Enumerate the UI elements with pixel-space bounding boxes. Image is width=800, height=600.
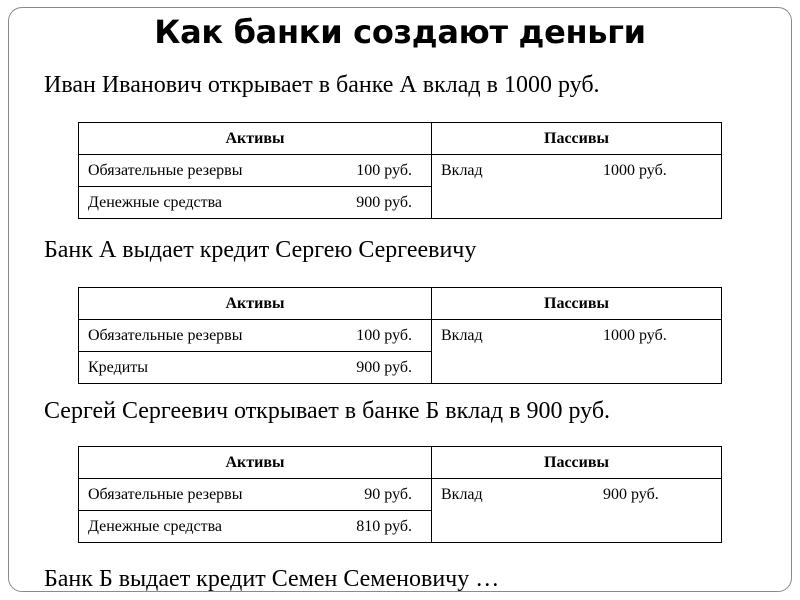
- assets-header: Активы: [79, 288, 432, 320]
- liability-name: Вклад: [441, 486, 483, 503]
- asset-value: 810 руб.: [356, 517, 412, 535]
- assets-header: Активы: [79, 123, 432, 155]
- asset-row: [79, 479, 432, 511]
- asset-name: Денежные средства: [88, 193, 223, 211]
- liability-cell: [432, 155, 722, 219]
- asset-value: 100 руб.: [356, 161, 412, 179]
- step-4-text: Банк Б выдает кредит Семен Семеновичу …: [44, 566, 500, 592]
- liability-name: Вклад: [441, 162, 483, 179]
- liabilities-header: Пассивы: [432, 447, 722, 479]
- liability-cell: [432, 320, 722, 384]
- assets-header: Активы: [79, 447, 432, 479]
- liability-cell: [432, 479, 722, 543]
- liability-value: 1000 руб.: [603, 162, 667, 179]
- liability-name: Вклад: [441, 327, 483, 344]
- asset-value: 90 руб.: [364, 485, 412, 503]
- asset-name: Денежные средства: [88, 517, 223, 535]
- asset-row: [79, 155, 432, 187]
- asset-name: Обязательные резервы: [88, 485, 243, 503]
- step-1-text: Иван Иванович открывает в банке А вклад в 1000 руб.: [44, 72, 600, 98]
- asset-row: [79, 320, 432, 352]
- asset-row: [79, 511, 432, 543]
- asset-name: Кредиты: [88, 358, 149, 376]
- asset-name: Обязательные резервы: [88, 326, 243, 344]
- slide-title: Как банки создают деньги: [154, 13, 646, 51]
- asset-value: 100 руб.: [356, 326, 412, 344]
- balance-table-bank-a-2: [78, 287, 722, 384]
- step-2-text: Банк А выдает кредит Сергею Сергеевичу: [44, 237, 477, 263]
- liability-value: 900 руб.: [603, 486, 659, 503]
- asset-row: [79, 187, 432, 219]
- asset-value: 900 руб.: [356, 358, 412, 376]
- asset-row: [79, 352, 432, 384]
- step-3-text: Сергей Сергеевич открывает в банке Б вклад в 900 руб.: [44, 398, 611, 424]
- liabilities-header: Пассивы: [432, 123, 722, 155]
- liabilities-header: Пассивы: [432, 288, 722, 320]
- asset-value: 900 руб.: [356, 193, 412, 211]
- balance-table-bank-b: [78, 446, 722, 543]
- balance-table-bank-a-1: [78, 122, 722, 219]
- asset-name: Обязательные резервы: [88, 161, 243, 179]
- liability-value: 1000 руб.: [603, 327, 667, 344]
